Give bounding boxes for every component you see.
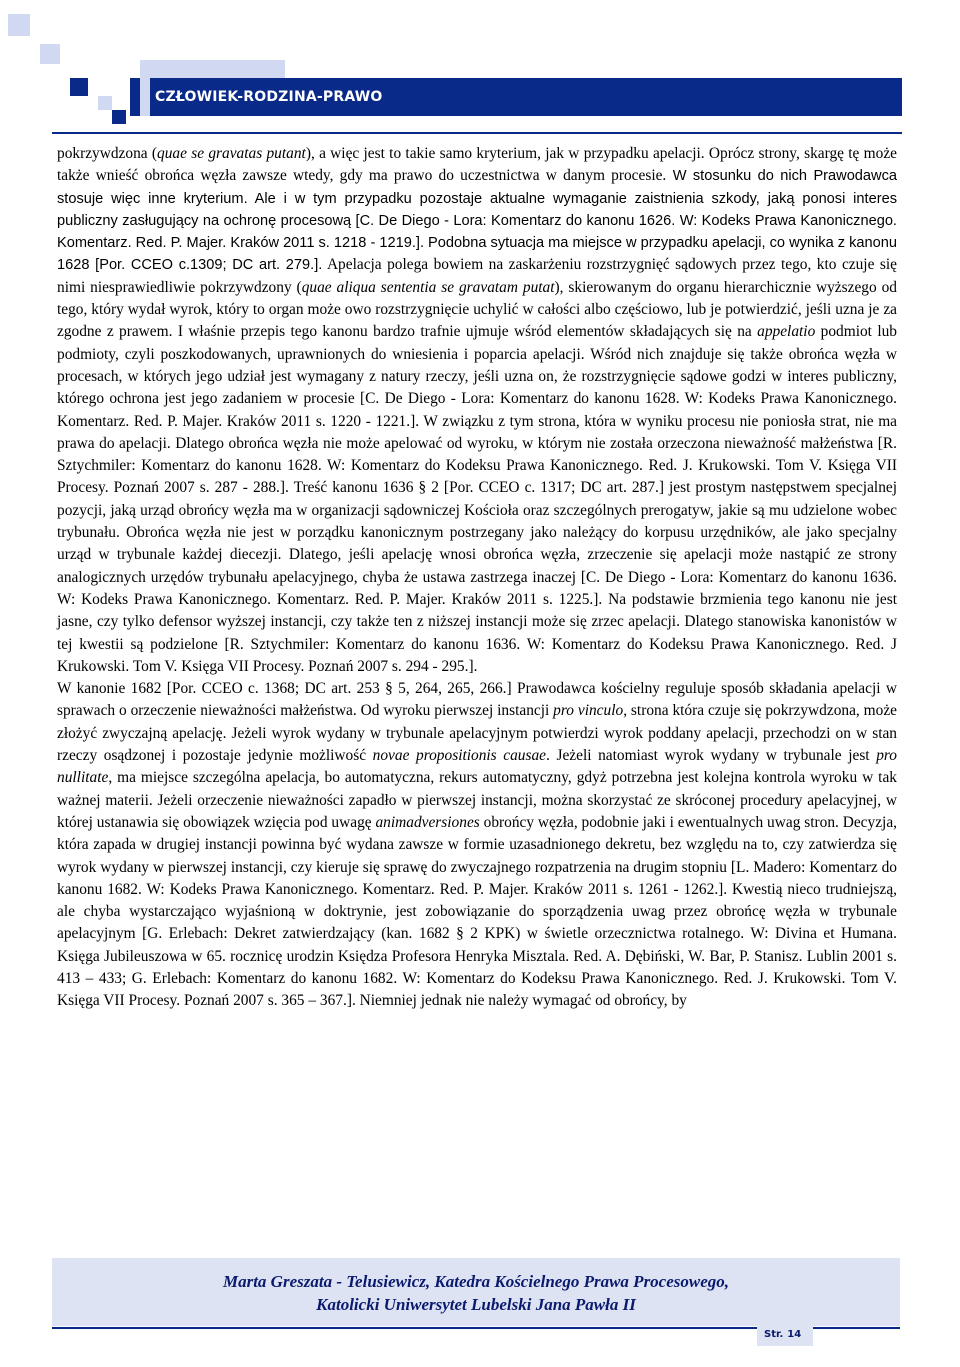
page-number [764, 1329, 805, 1340]
text-run: ), a więc jest to takie samo kryterium, jak w przypadku apelacji. Oprócz strony, skargę tę może także wnieść obrońca węzła zawsze wtedy, gdy ma prawo do uczestnictwa w danym procesie. [57, 145, 897, 185]
page-value: 14 [787, 1329, 802, 1340]
text-run: ), skierowanym do organu hierarchicznie wyższego od tego, który wydał wyrok, który to organ może owo rozstrzygnięcie uchylić w całości albo częściowo, lub je potwierdzić, jeśli uzna je za zgodne z prawem. I właśnie przepis tego kanonu bardzo trafnie ujmuje wśród elementów składających się na [57, 278, 897, 341]
latin-term: appelatio [757, 323, 816, 341]
footer-author [52, 1270, 900, 1316]
text-run: Apelacja polega bowiem na zaskarżeniu rozstrzygnięć sądowych przez tego, kto czuje się nimi niesprawiedliwie pokrzywdzony ( [57, 256, 897, 296]
page-label: Str. [764, 1329, 784, 1340]
text-run: W kanonie 1682 [Por. CCEO c. 1368; DC art. 253 § 5, 264, 265, 266.] Prawodawca kościelny reguluje sposób składania apelacji w sprawach o orzeczenie nieważności małżeństwa. Od wyroku pierwszej instancji [57, 680, 897, 720]
text-run: podmiot lub podmioty, czyli poszkodowanych, uprawnionych do wniesienia i poparcia apelacji. Wśród nich znajduje się także obrońca węzła w procesach, w których jego udział jest wymagany z natury rzeczy, jeśli uzna on, że rozstrzygnięcie sądowe godzi w interes publiczny, którego ochrona jest jego zadaniem w procesie [C. De Diego - Lora: Komentarz do kanonu 1628. W: Kodeks Prawa Kanonicznego. Komentarz. Red. P. Majer. Kraków 2011 s. 1220 - 1221.]. W związku z tym strona, która w wyniku procesu nie poniosła strat, nie ma prawa do apelacji. Dlatego obrońca węzła nie może apelować od wyroku, w którym nie została orzeczona nieważność małżeństwa [R. Sztychmiler: Komentarz do kanonu 1628. W: Komentarz do Kodeksu Prawa Kanonicznego. Red. J. Krukowski. Tom V. Księga VII Procesy. Poznań 2007 s. 287 - 288.]. Treść kanonu 1636 § 2 [Por. CCEO c. 1317; DC art. 287.] jest prostym następstwem specjalnej pozycji, jaką urząd obrońcy węzła ma w organizacji sądowniczej Kościoła oraz szczególnych prerogatyw, jakie są mu udzielone wobec trybunału. Obrońca węzła nie jest w porządku kanonicznym postrzegany jako należący do korpusu urzędników, ale jako specjalny urząd w trybunale każdej diecezji. Dlatego, jeśli apelację wnosi obrońca węzła, zrzeczenie się apelacji może nastąpić ze strony analogicznych urzędów trybunału apelacyjnego, chyba że ustawa zastrzega inaczej [C. De Diego - Lora: Komentarz do kanonu 1636. W: Kodeks Prawa Kanonicznego. Komentarz. Red. P. Majer. Kraków 2011 s. 1225.]. Na podstawie brzmienia tego kanonu nie jest jasne, czy tylko defensor wyższej instancji, czy także ten z niższej instancji może się zrzec apelacji. Dlatego stanowiska kanonistów w tej kwestii są podzielone [R. Sztychmiler: Komentarz do kanonu 1636. W: Komentarz do Kodeksu Prawa Kanonicznego. Red. J Krukowski. Tom V. Księga VII Procesy. Poznań 2007 s. 294 - 295.]. [57, 323, 897, 675]
latin-term: quae aliqua sententia se gravatam putat [301, 278, 555, 296]
text-run: . Jeżeli natomiast wyrok wydany w trybunale jest [546, 747, 877, 765]
header-rule [52, 132, 902, 134]
text-run: , ma miejsce szczególna apelacja, bo automatyczna, rekurs automatyczny, gdyż potrzebna jest kolejna kontrola wyroku w tak ważnej materii. Jeżeli orzeczenie nieważności zapadło w pierwszej instancji, można skorzystać ze skróconej procedury apelacyjnej, w której ustanawia się obowiązek wzięcia pod uwagę [57, 769, 897, 831]
latin-term: quae se gravatas putant [157, 145, 306, 162]
latin-term: novae propositionis causae [372, 747, 547, 765]
footer-line: Marta Greszata - Telusiewicz, Katedra Kościelnego Prawa Procesowego, [222, 1272, 730, 1291]
latin-term: pro vinculo [553, 702, 624, 720]
main-text [57, 143, 897, 1013]
deco-square [40, 44, 60, 64]
text-run: W stosunku do nich Prawodawca stosuje więc inne kryterium. Ale i w tym przypadku pozostaje aktualne wymaganie zaistnienia szkody, jaką ponosi interes publiczny zasługujący na ochronę procesową [C. De Diego - Lora: Komentarz do kanonu 1626. W: Kodeks Prawa Kanonicznego. Komentarz. Red. P. Majer. Kraków 2011 s. 1218 - 1219.]. Podobna sytuacja ma miejsce w przypadku apelacji, co wynika z kanonu 1628 [Por. CCEO c.1309; DC art. 279.]. [57, 168, 897, 274]
header-title: CZŁOWIEK-RODZINA-PRAWO [155, 89, 383, 105]
text-run: obrońcy węzła, podobnie jaki i ewentualnych uwag stron. Decyzja, która zapada w drugiej instancji powinna być wydana zawsze w formie uzasadnionego dekretu, bez względu na to, czy zatwierdza się wyrok wydany w pierwszej instancji, czy kieruje się sprawę do zwyczajnego rozpatrzenia na drugim stopniu [L. Madero: Komentarz do kanonu 1682. W: Kodeks Prawa Kanonicznego. Komentarz. Red. P. Majer. Kraków 2011 s. 1261 - 1262.]. Kwestią nieco trudniejszą, ale chyba wystarczająco wyjaśnioną w doktrynie, jest zobowiązanie do sporządzenia uwag przez obrońcę węzła w trybunale apelacyjnym [G. Erlebach: Dekret zatwierdzający (kan. 1682 § 2 KPK) w świetle orzecznictwa rotalnego. W: Divina et Humana. Księga Jubileuszowa w 65. rocznicę urodzin Księdza Profesora Henryka Misztala. Red. A. Dębiński, W. Bar, P. Stanisz. Lublin 2001 s. 413 – 433; G. Erlebach: Komentarz do kanonu 1682. W: Komentarz do Kodeksu Prawa Kanonicznego. Red. J. Krukowski. Tom V. Księga VII Procesy. Poznań 2007 s. 365 – 367.]. Niemniej jednak nie należy wymagać od obrońcy, by [57, 813, 897, 1010]
latin-term: pro nullitate [57, 747, 897, 787]
text-run: pokrzywdzona ( [57, 145, 158, 162]
paragraph [57, 143, 897, 678]
deco-square [98, 96, 112, 110]
footer-line: Katolicki Uniwersytet Lubelski Jana Pawła II [316, 1295, 636, 1314]
text-run: , strona która czuje się pokrzywdzona, może złożyć zwyczajną apelację. Jeżeli wyrok wydany w trybunale apelacyjnym potwierdzi wyrok poddany apelacji, przechodzi on w stan rzeczy osądzonej i pozostaje jedynie możliwość [57, 702, 897, 765]
deco-square [70, 78, 88, 96]
deco-square [112, 110, 126, 124]
latin-term: animadversiones [375, 813, 480, 831]
paragraph [57, 678, 897, 1012]
deco-square [8, 14, 30, 36]
